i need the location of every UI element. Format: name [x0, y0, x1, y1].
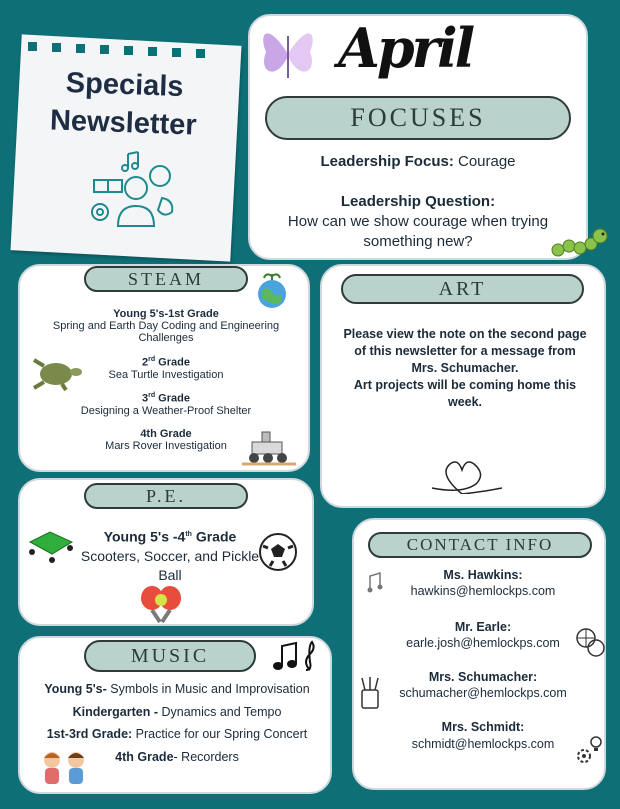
sports-balls-icon [574, 626, 606, 658]
contact-name-1: Ms. Hawkins: [443, 568, 523, 582]
contact-heading: CONTACT INFO [368, 532, 592, 558]
caterpillar-icon [548, 226, 608, 260]
newsletter-title [23, 63, 226, 146]
art-body [336, 326, 594, 411]
art-heading: ART [341, 274, 584, 304]
leadership-focus: Leadership Focus: Courage [320, 153, 516, 170]
steam-grade-2: 2rd Grade [142, 356, 190, 369]
pe-heading: P.E. [84, 483, 248, 509]
art-line-3: Art projects will be coming home this week. [353, 378, 577, 409]
contact-name-3: Mrs. Schumacher: [428, 670, 538, 684]
contact-name-4: Mrs. Schmidt: [441, 720, 525, 734]
pickleball-icon [138, 584, 184, 624]
sea-turtle-icon [30, 356, 86, 392]
leadership-question-label: Leadership Question: [340, 193, 496, 210]
butterfly-icon [258, 22, 318, 86]
contact-email-1[interactable]: hawkins@hemlockps.com [410, 584, 556, 598]
music-line-2: Kindergarten - Dynamics and Tempo [72, 705, 282, 719]
steam-grade-1: Young 5's-1st Grade [113, 308, 219, 320]
steam-activity-1: Spring and Earth Day Coding and Engineering Challenges [52, 320, 280, 344]
steam-heading: STEAM [84, 266, 248, 292]
soccer-ball-icon [258, 532, 298, 572]
music-line-3: 1st-3rd Grade: Practice for our Spring Concert [46, 727, 308, 741]
art-line-2: Mrs. Schumacher. [411, 361, 519, 375]
earth-icon [254, 272, 290, 310]
stem-gears-icon [574, 732, 606, 766]
music-line-1: Young 5's- Symbols in Music and Improvisation [44, 682, 310, 696]
contact-email-3[interactable]: schumacher@hemlockps.com [399, 686, 567, 700]
heart-doodle-icon [430, 448, 506, 494]
steam-item-1 [26, 308, 306, 344]
pe-activities: Scooters, Soccer, and Pickle Ball [80, 547, 260, 583]
steam-grade-4: 4th Grade [140, 428, 192, 440]
art-supplies-icon [358, 676, 382, 710]
leadership-question: How can we show courage when trying something new? [287, 213, 549, 250]
contact-email-4[interactable]: schmidt@hemlockps.com [411, 737, 555, 751]
music-doodle-icon [366, 570, 392, 596]
singing-kids-icon [36, 748, 92, 792]
student-subjects-icon [86, 146, 186, 232]
contact-email-2[interactable]: earle.josh@hemlockps.com [406, 636, 560, 650]
music-heading: MUSIC [84, 640, 256, 672]
mars-rover-icon [240, 430, 298, 466]
pe-grades: Young 5's -4th Grade [103, 528, 237, 545]
note-spiral-holes [22, 38, 232, 58]
month-title: April [338, 16, 473, 80]
focus-heading: FOCUSES [265, 96, 571, 140]
art-line-1: Please view the note on the second page of this newsletter for a message from [343, 327, 587, 358]
title-line-1: Specials [65, 66, 185, 104]
music-notes-icon [270, 640, 320, 674]
contact-name-2: Mr. Earle: [454, 620, 512, 634]
steam-item-3 [26, 390, 306, 417]
steam-activity-4: Mars Rover Investigation [105, 440, 227, 452]
pe-body [80, 525, 260, 585]
steam-grade-3: 3rd Grade [142, 392, 190, 405]
scooter-board-icon [24, 528, 76, 568]
focus-body [258, 152, 578, 252]
steam-activity-3: Designing a Weather-Proof Shelter [80, 404, 252, 417]
steam-activity-2: Sea Turtle Investigation [108, 368, 224, 381]
music-line-4: 4th Grade- Recorders [115, 750, 239, 764]
title-line-2: Newsletter [49, 104, 198, 142]
